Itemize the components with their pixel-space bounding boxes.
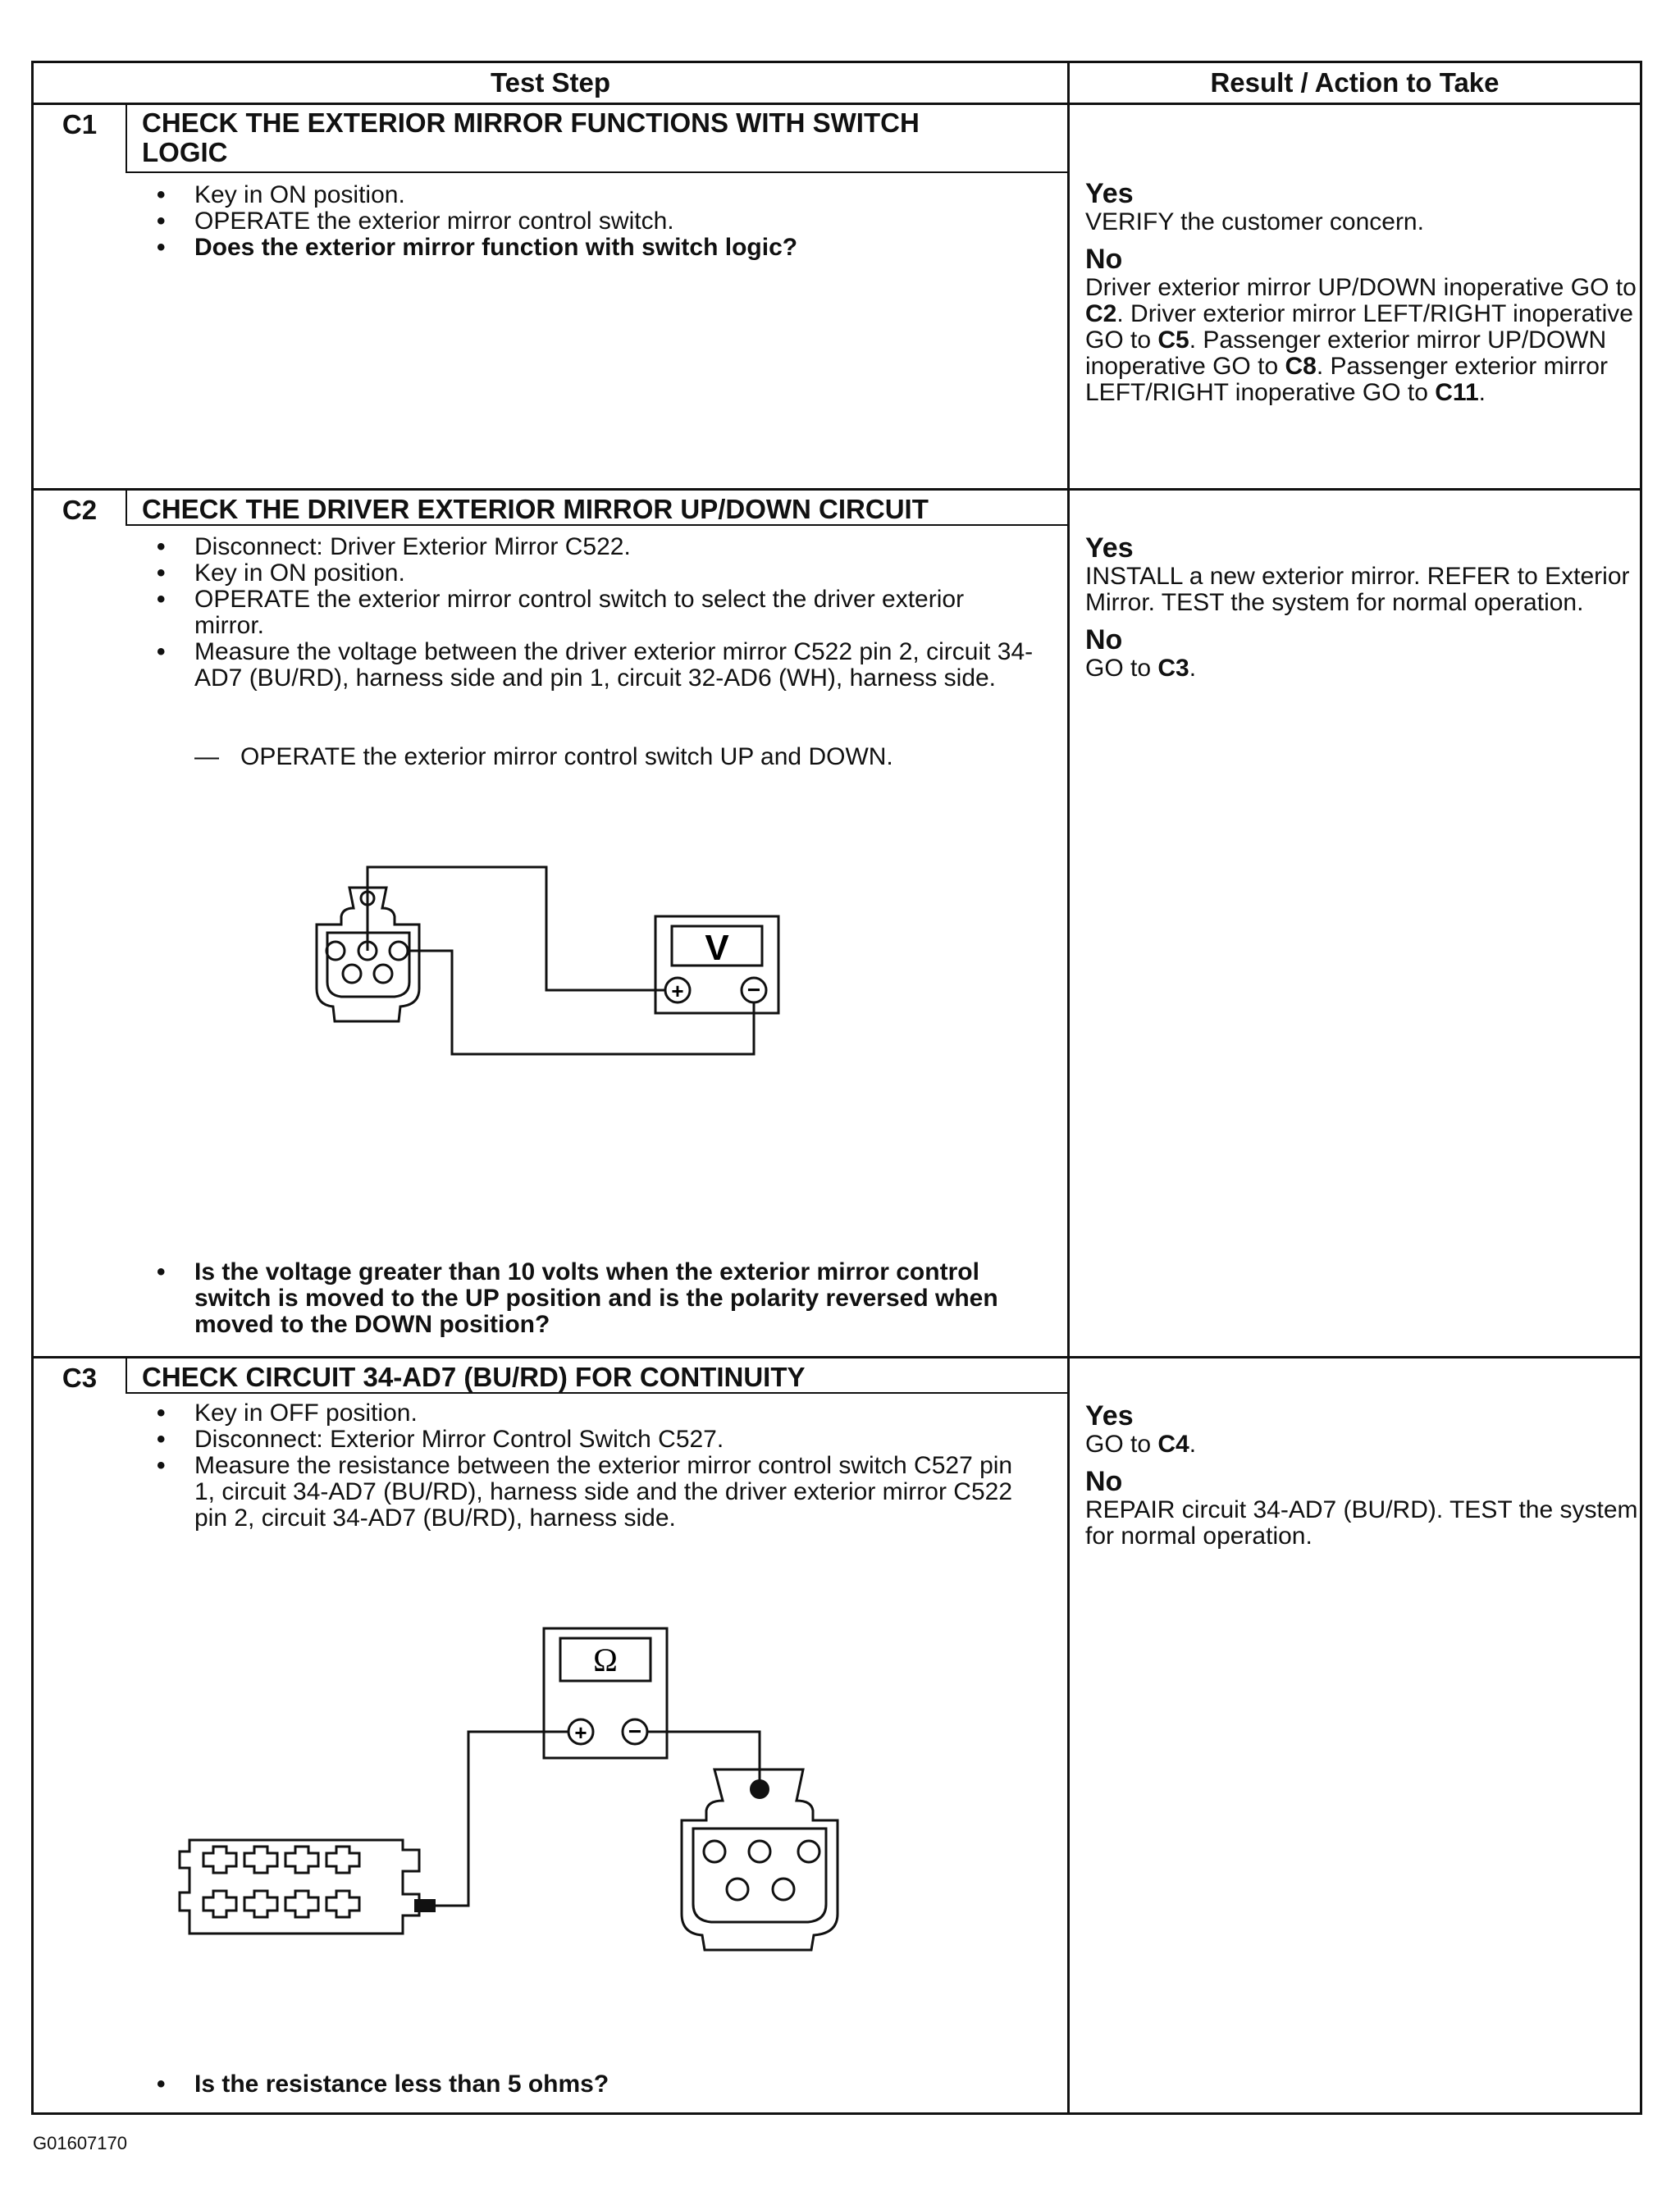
result-action-header: Result / Action to Take bbox=[1210, 67, 1500, 98]
c522-pin bbox=[704, 1841, 725, 1862]
c3-step-title: CHECK CIRCUIT 34-AD7 (BU/RD) FOR CONTINUITY bbox=[142, 1362, 806, 1392]
column-divider bbox=[1067, 63, 1070, 2112]
c3-question-list bbox=[148, 2071, 1059, 2098]
step-ref: C3 bbox=[1157, 655, 1189, 682]
c1-no-text: Driver exterior mirror UP/DOWN inoperative GO to C2. Driver exterior mirror LEFT/RIGHT inoperative GO to C5. Passenger exterior mirror UP/DOWN inoperative GO to C8. Passenger exterior mirror LEFT/RIGHT inoperative GO to C11. bbox=[1085, 274, 1637, 406]
c1-yes-label: Yes bbox=[1085, 178, 1134, 209]
c3-yes-label: Yes bbox=[1085, 1400, 1134, 1431]
list-item: • Disconnect: Driver Exterior Mirror C522. bbox=[148, 534, 1059, 560]
c522-pin bbox=[798, 1841, 819, 1862]
list-item: • Measure the resistance between the exterior mirror control switch C527 pin 1, circuit 34-AD7 (BU/RD), harness side and the driver exterior mirror C522 pin 2, circuit 34-AD7 (BU/RD), harness side. bbox=[148, 1453, 1015, 1532]
step-ref: C4 bbox=[1157, 1431, 1189, 1458]
list-item: • OPERATE the exterior mirror control switch to select the driver exterior mirror. bbox=[148, 587, 1015, 639]
c1-yes-text: VERIFY the customer concern. bbox=[1085, 208, 1424, 235]
c522-pin bbox=[773, 1879, 794, 1900]
test-table bbox=[31, 61, 1642, 2115]
list-item: • Key in ON position. bbox=[148, 560, 1059, 587]
c2-step-title: CHECK THE DRIVER EXTERIOR MIRROR UP/DOWN CIRCUIT bbox=[142, 494, 929, 524]
c3-ohmmeter-diagram bbox=[34, 63, 1067, 2112]
c3-no-label: No bbox=[1085, 1466, 1123, 1497]
test-step-header: Test Step bbox=[490, 67, 611, 98]
step-ref: C2 bbox=[1085, 300, 1117, 327]
c3-step-id: C3 bbox=[62, 1363, 98, 1393]
c522-pin bbox=[727, 1879, 748, 1900]
ohmmeter-symbol: Ω bbox=[593, 1642, 618, 1678]
list-item: • Key in OFF position. bbox=[148, 1400, 1059, 1427]
c2-no-text: GO to C3. bbox=[1085, 655, 1197, 682]
voltmeter-symbol: V bbox=[705, 928, 729, 968]
step-ref: C8 bbox=[1285, 353, 1317, 380]
list-item: • Measure the voltage between the driver exterior mirror C522 pin 2, circuit 34-AD7 (BU/RD), harness side and pin 1, circuit 32-AD6 (WH), harness side. bbox=[148, 639, 1048, 692]
probe-tip bbox=[750, 1779, 769, 1799]
c1-no-label: No bbox=[1085, 244, 1123, 275]
list-item: • OPERATE the exterior mirror control switch. bbox=[148, 208, 1059, 235]
c2-question: • Is the voltage greater than 10 volts when the exterior mirror control switch is moved to the UP position and is the polarity reversed when moved to the DOWN position? bbox=[148, 1259, 1048, 1338]
c1-question: • Does the exterior mirror function with switch logic? bbox=[148, 235, 1059, 261]
ohmmeter-minus-sign: − bbox=[628, 1719, 642, 1744]
c2-yes-text: INSTALL a new exterior mirror. REFER to Exterior Mirror. TEST the system for normal operation. bbox=[1085, 563, 1630, 616]
c522-pin bbox=[749, 1841, 770, 1862]
voltmeter-plus-sign: + bbox=[671, 979, 684, 1003]
probe-tip bbox=[414, 1899, 436, 1912]
c1-result bbox=[1085, 178, 1643, 414]
c1-step-title: CHECK THE EXTERIOR MIRROR FUNCTIONS WITH SWITCH LOGIC bbox=[142, 107, 920, 167]
c522-connector-inner-c3 bbox=[693, 1829, 826, 1922]
c2-step-id: C2 bbox=[62, 495, 98, 525]
c3-yes-text: GO to C4. bbox=[1085, 1431, 1197, 1458]
step-ref: C11 bbox=[1435, 379, 1479, 406]
c2-sub-item: — OPERATE the exterior mirror control switch UP and DOWN. bbox=[194, 744, 1102, 770]
c3-no-text: REPAIR circuit 34-AD7 (BU/RD). TEST the system for normal operation. bbox=[1085, 1496, 1638, 1550]
figure-code: G01607170 bbox=[33, 2133, 127, 2153]
ohmmeter-plus-sign: + bbox=[574, 1720, 587, 1745]
c527-connector-body bbox=[180, 1840, 419, 1934]
c1-step-id: C1 bbox=[62, 109, 98, 139]
c2-result bbox=[1085, 532, 1643, 690]
voltmeter-minus-sign: − bbox=[746, 977, 761, 1002]
list-item: • Disconnect: Exterior Mirror Control Switch C527. bbox=[148, 1427, 1059, 1453]
c3-result bbox=[1085, 1400, 1643, 1558]
c2-yes-label: Yes bbox=[1085, 532, 1134, 564]
c527-pin-cells bbox=[203, 1847, 359, 1917]
c2-no-label: No bbox=[1085, 624, 1123, 655]
list-item: • Key in ON position. bbox=[148, 182, 1059, 208]
step-ref: C5 bbox=[1157, 326, 1189, 354]
c3-question: • Is the resistance less than 5 ohms? bbox=[148, 2071, 1059, 2098]
